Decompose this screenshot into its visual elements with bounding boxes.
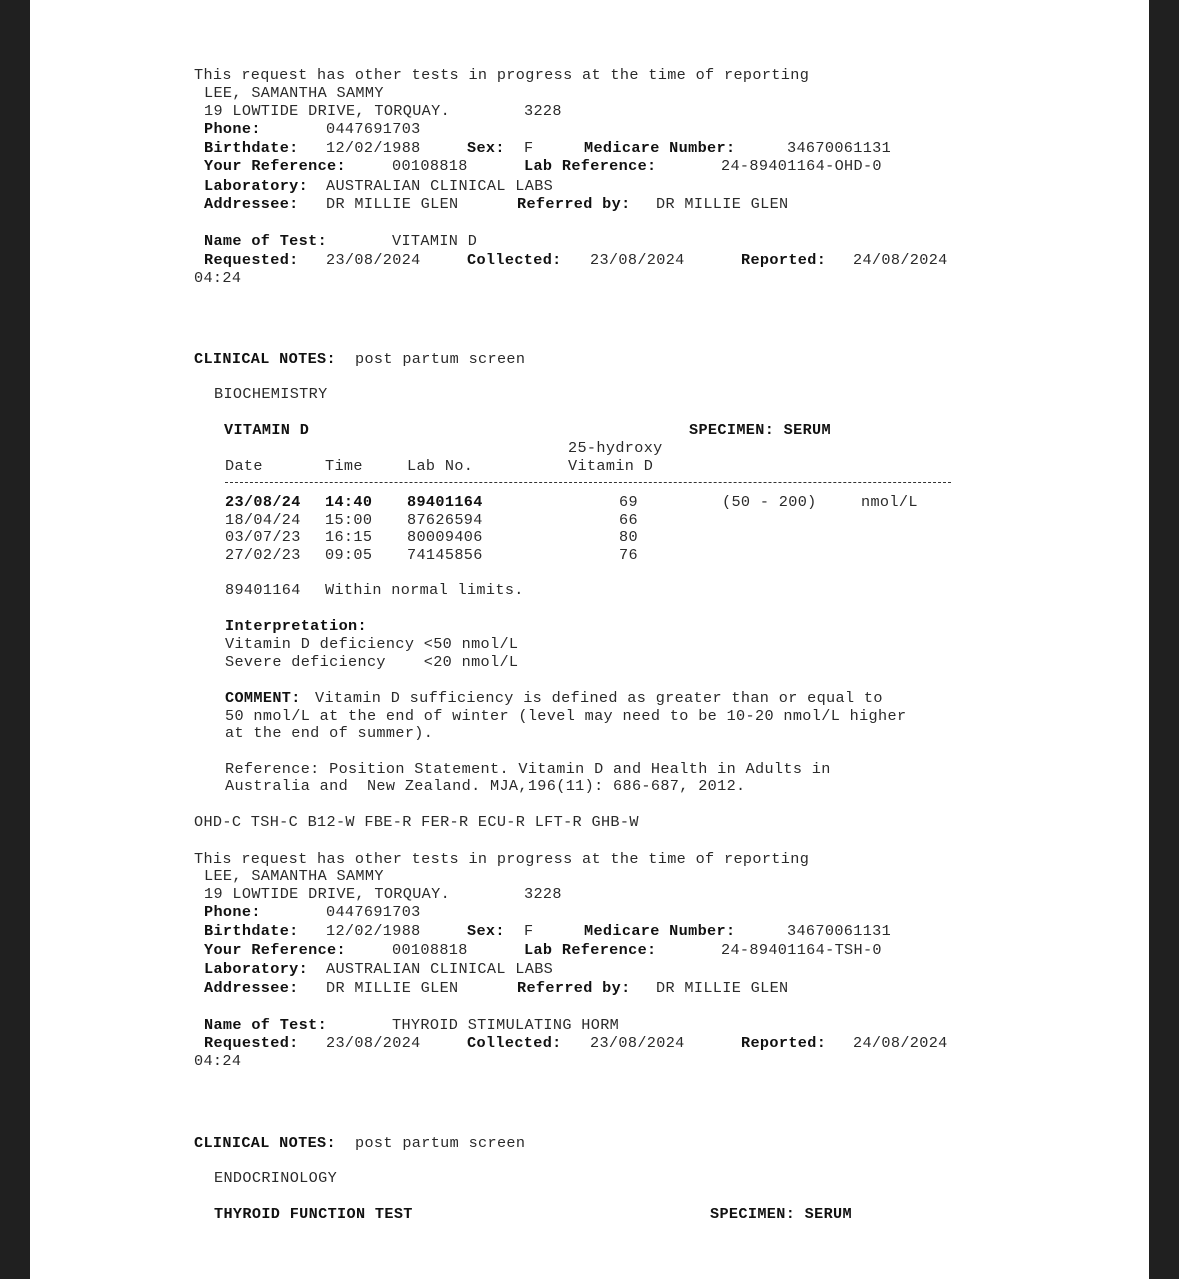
in-progress-notice: This request has other tests in progress at the time of reporting [194, 850, 810, 868]
your-reference-label: Your Reference: [204, 157, 346, 175]
reference-line: Reference: Position Statement. Vitamin D and Health in Adults in [225, 760, 831, 778]
result-note-lab-no: 89401164 [225, 581, 301, 599]
panel-title: VITAMIN D [224, 421, 310, 439]
patient-postcode: 3228 [524, 885, 562, 903]
interpretation-line: Vitamin D deficiency <50 nmol/L [225, 635, 519, 653]
collected-value: 23/08/2024 [590, 251, 685, 269]
laboratory-label: Laboratory: [204, 177, 309, 195]
analyte-header-line2: Vitamin D [568, 457, 654, 475]
panel-title: THYROID FUNCTION TEST [214, 1205, 413, 1223]
reported-time: 04:24 [194, 1052, 242, 1070]
reference-line: Australia and New Zealand. MJA,196(11): 686-687, 2012. [225, 777, 746, 795]
clinical-notes-value: post partum screen [355, 350, 526, 368]
row-date: 03/07/23 [225, 528, 301, 546]
row-date: 27/02/23 [225, 546, 301, 564]
requested-label: Requested: [204, 251, 299, 269]
row-value: 66 [619, 511, 638, 529]
row-value: 80 [619, 528, 638, 546]
lab-reference-value: 24-89401164-OHD-0 [721, 157, 882, 175]
sex-value: F [524, 922, 534, 940]
laboratory-value: AUSTRALIAN CLINICAL LABS [326, 177, 554, 195]
sex-label: Sex: [467, 139, 505, 157]
row-lab-no: 87626594 [407, 511, 483, 529]
your-reference-label: Your Reference: [204, 941, 346, 959]
column-header-date: Date [225, 457, 263, 475]
reported-value: 24/08/2024 [853, 1034, 948, 1052]
medicare-label: Medicare Number: [584, 139, 736, 157]
in-progress-notice: This request has other tests in progress at the time of reporting [194, 66, 810, 84]
phone-value: 0447691703 [326, 903, 421, 921]
row-lab-no: 74145856 [407, 546, 483, 564]
birthdate-label: Birthdate: [204, 922, 299, 940]
patient-name: LEE, SAMANTHA SAMMY [204, 867, 384, 885]
row-time: 16:15 [325, 528, 373, 546]
medicare-value: 34670061131 [787, 139, 892, 157]
specimen-label: SPECIMEN: SERUM [710, 1205, 852, 1223]
patient-name: LEE, SAMANTHA SAMMY [204, 84, 384, 102]
collected-label: Collected: [467, 251, 562, 269]
comment-line: at the end of summer). [225, 724, 434, 742]
test-name-value: VITAMIN D [392, 232, 478, 250]
referred-by-value: DR MILLIE GLEN [656, 195, 789, 213]
phone-label: Phone: [204, 120, 261, 138]
referred-by-value: DR MILLIE GLEN [656, 979, 789, 997]
table-divider [225, 482, 951, 483]
column-header-time: Time [325, 457, 363, 475]
referred-by-label: Referred by: [517, 979, 631, 997]
interpretation-label: Interpretation: [225, 617, 367, 635]
medicare-label: Medicare Number: [584, 922, 736, 940]
row-value: 76 [619, 546, 638, 564]
lab-reference-value: 24-89401164-TSH-0 [721, 941, 882, 959]
reported-time: 04:24 [194, 269, 242, 287]
clinical-notes-label: CLINICAL NOTES: [194, 350, 336, 368]
report-page [30, 0, 1149, 1279]
patient-address: 19 LOWTIDE DRIVE, TORQUAY. [204, 102, 451, 120]
row-lab-no: 89401164 [407, 493, 483, 511]
addressee-label: Addressee: [204, 195, 299, 213]
row-reference-range: (50 - 200) [722, 493, 817, 511]
result-note: Within normal limits. [325, 581, 524, 599]
reported-label: Reported: [741, 251, 827, 269]
requested-label: Requested: [204, 1034, 299, 1052]
row-time: 09:05 [325, 546, 373, 564]
interpretation-line: Severe deficiency <20 nmol/L [225, 653, 519, 671]
comment-label: COMMENT: [225, 689, 301, 707]
your-reference-value: 00108818 [392, 157, 468, 175]
reported-label: Reported: [741, 1034, 827, 1052]
row-time: 15:00 [325, 511, 373, 529]
addressee-label: Addressee: [204, 979, 299, 997]
clinical-notes-label: CLINICAL NOTES: [194, 1134, 336, 1152]
row-value: 69 [619, 493, 638, 511]
birthdate-value: 12/02/1988 [326, 139, 421, 157]
birthdate-label: Birthdate: [204, 139, 299, 157]
column-header-lab-no: Lab No. [407, 457, 474, 475]
lab-reference-label: Lab Reference: [524, 157, 657, 175]
row-date: 23/08/24 [225, 493, 301, 511]
requested-value: 23/08/2024 [326, 251, 421, 269]
row-unit: nmol/L [861, 493, 918, 511]
addressee-value: DR MILLIE GLEN [326, 195, 459, 213]
test-name-label: Name of Test: [204, 1016, 328, 1034]
sex-label: Sex: [467, 922, 505, 940]
test-codes: OHD-C TSH-C B12-W FBE-R FER-R ECU-R LFT-R GHB-W [194, 813, 639, 831]
laboratory-value: AUSTRALIAN CLINICAL LABS [326, 960, 554, 978]
reported-value: 24/08/2024 [853, 251, 948, 269]
row-lab-no: 80009406 [407, 528, 483, 546]
department-name: ENDOCRINOLOGY [214, 1169, 338, 1187]
row-time: 14:40 [325, 493, 373, 511]
phone-value: 0447691703 [326, 120, 421, 138]
medicare-value: 34670061131 [787, 922, 892, 940]
collected-value: 23/08/2024 [590, 1034, 685, 1052]
specimen-label: SPECIMEN: SERUM [689, 421, 831, 439]
addressee-value: DR MILLIE GLEN [326, 979, 459, 997]
birthdate-value: 12/02/1988 [326, 922, 421, 940]
clinical-notes-value: post partum screen [355, 1134, 526, 1152]
your-reference-value: 00108818 [392, 941, 468, 959]
phone-label: Phone: [204, 903, 261, 921]
laboratory-label: Laboratory: [204, 960, 309, 978]
patient-address: 19 LOWTIDE DRIVE, TORQUAY. [204, 885, 451, 903]
test-name-label: Name of Test: [204, 232, 328, 250]
row-date: 18/04/24 [225, 511, 301, 529]
analyte-header-line1: 25-hydroxy [568, 439, 663, 457]
sex-value: F [524, 139, 534, 157]
comment-line: Vitamin D sufficiency is defined as greater than or equal to [315, 689, 883, 707]
requested-value: 23/08/2024 [326, 1034, 421, 1052]
patient-postcode: 3228 [524, 102, 562, 120]
referred-by-label: Referred by: [517, 195, 631, 213]
department-name: BIOCHEMISTRY [214, 385, 328, 403]
test-name-value: THYROID STIMULATING HORM [392, 1016, 620, 1034]
collected-label: Collected: [467, 1034, 562, 1052]
comment-line: 50 nmol/L at the end of winter (level may need to be 10-20 nmol/L higher [225, 707, 907, 725]
lab-reference-label: Lab Reference: [524, 941, 657, 959]
